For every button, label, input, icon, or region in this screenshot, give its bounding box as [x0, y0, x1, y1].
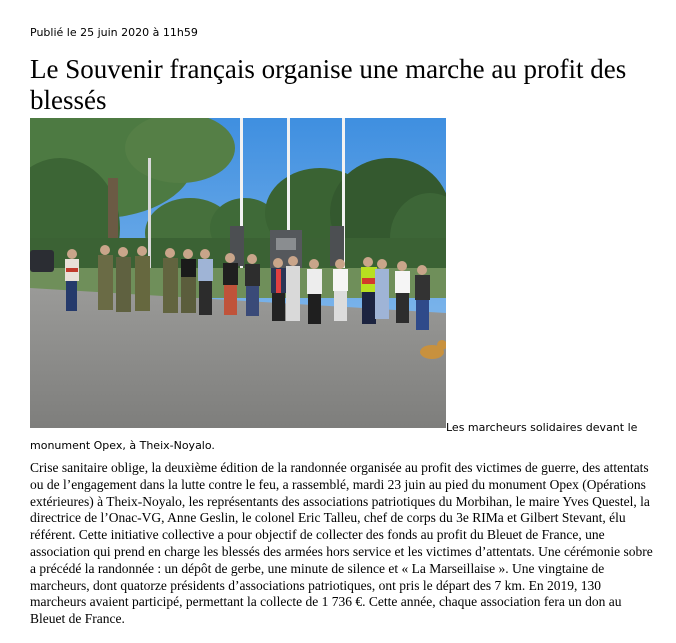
article-title: Le Souvenir français organise une marche au profit des blessés: [30, 54, 627, 115]
article-body: Crise sanitaire oblige, la deuxième édition de la randonnée organisée au profit des victimes de guerre, des attentats ou de l’engagement dans la lutte contre le feu, a rassemblé, mardi 23 juin au pied du monument Opex (Opérations extérieures) à Theix-Noyalo, les représentants des associations patriotiques du Morbihan, le maire Yves Questel, la directrice de l’Onac-VG, Anne Geslin, le colonel Eric Talleu, chef de corps du 3e RIMa et Gilbert Stevant, élu référent. Cette initiative collective a pour objectif de collecter des fonds au profit du Bleuet de France, une association qui prend en charge les blessés des armées hors service et les victimes d’attentats. Une cérémonie sobre a précédé la randonnée : un dépôt de gerbe, une minute de silence et « La Marseillaise ». Une vingtaine de marcheurs, dont quatorze présidents d’associations patriotiques, ont pris le départ des 7 km. En 2019, 130 marcheurs avaient participé, permettant la collecte de 1 736 €. Cette année, chaque association fera un don au Bleuet de France.: [30, 460, 653, 627]
published-date: Publié le 25 juin 2020 à 11h59: [30, 26, 198, 39]
car: [30, 250, 54, 272]
article-photo: [30, 118, 446, 428]
photo-caption: Les marcheurs solidaires devant le monument Opex, à Theix-Noyalo.: [30, 421, 638, 452]
photo-illustration: [30, 118, 446, 428]
